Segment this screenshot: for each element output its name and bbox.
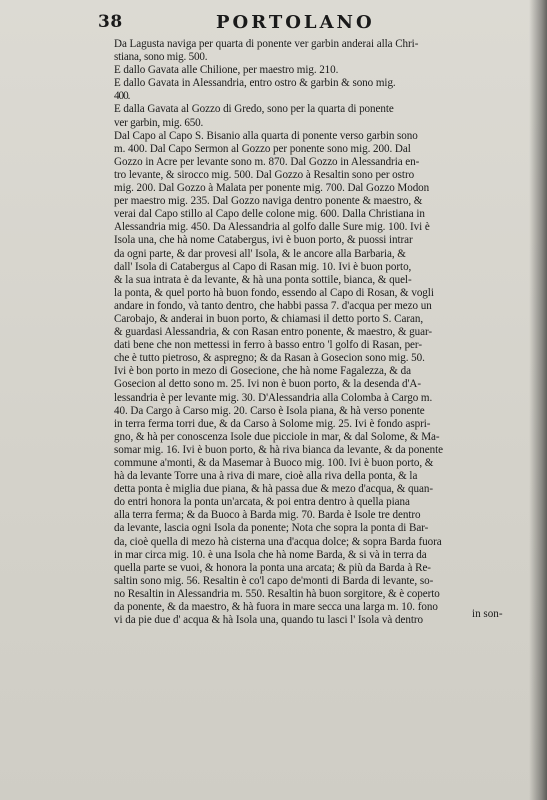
- text-line: somar mig. 16. Ivi è buon porto, & hà riva bianca da levante, & da ponente: [114, 443, 444, 456]
- text-line: da ogni parte, & dar provesi all' Isola, & le ancore alla Barbaria, &: [114, 247, 406, 260]
- text-line: lessandria è per levante mig. 30. D'Alessandria alla Colomba à Cargo m.: [114, 391, 433, 404]
- text-line: che è tutto pietroso, & aspregno; & da Rasan à Gosecion sono mig. 50.: [114, 352, 425, 365]
- text-line: m. 400. Dal Capo Sermon al Gozzo per ponente sono mig. 200. Dal: [114, 142, 411, 155]
- text-line: Gozzo in Acre per levante sono m. 870. Dal Gozzo in Alessandria en-: [114, 155, 420, 168]
- text-line: saltin sono mig. 56. Resaltin è co'l capo de'monti di Barda di levante, so-: [114, 574, 434, 587]
- text-line: Carobajo, & anderai in buon porto, & chiamasi il detto porto S. Caran,: [114, 312, 424, 325]
- text-line: Gosecion al detto sono m. 25. Ivi non è buon porto, & la desenda d'A-: [114, 378, 422, 391]
- text-line: da, cioè quella di mezo hà cisterna una d'acqua dolce; & sopra Barda fuora: [114, 535, 442, 548]
- text-line: commune a'monti, & da Masemar à Buoco mig. 100. Ivi è buon porto, &: [114, 457, 434, 469]
- text-line: dall' Isola di Catabergus al Capo di Rasan mig. 10. Ivi è buon porto,: [114, 260, 412, 273]
- text-line: dati bene che non mettessi in ferro à basso entro 'l golfo di Rasan, per-: [114, 339, 422, 352]
- page-number: 38: [98, 12, 123, 32]
- text-line: quella parte se vuoi, & honora la ponta una arcata; & più da Barda à Re-: [114, 561, 431, 574]
- text-line: andare in fondo, và tanto dentro, che habbi passa 7. d'acqua per mezo un: [114, 299, 432, 312]
- text-line: la ponta, & quel porto hà buon fondo, essendo al Capo di Rosan, & vogli: [114, 286, 434, 299]
- text-line: alla terra ferma; & da Buoco à Barda mig. 70. Barda è Isole tre dentro: [114, 509, 421, 522]
- text-line: hà da levante Torre una à riva di mare, cioè alla riva della ponta, & la: [114, 470, 418, 483]
- text-line: mig. 200. Dal Gozzo à Malata per ponente mig. 700. Dal Gozzo Modon: [114, 182, 430, 195]
- page-header: [98, 12, 518, 38]
- text-line: tro levante, & sirocco mig. 500. Dal Gozzo à Resaltin sono per ostro: [114, 168, 415, 181]
- text-line: & guardasi Alessandria, & con Rasan entro ponente, & maestro, & guar-: [114, 326, 433, 339]
- text-line: in terra ferma torri due, & da Carso à Solome mig. 25. Ivi è fondo aspri-: [114, 417, 431, 430]
- text-line: vi da pie due d' acqua & hà Isola una, quando tu lasci l' Isola và dentro: [114, 614, 423, 627]
- text-line: per maestro mig. 235. Dal Gozzo naviga dentro ponente & maestro, &: [114, 195, 423, 208]
- text-line: stiana, sono mig. 500.: [114, 51, 208, 64]
- text-line: detta ponta è miglia due piana, & hà passa due & mezo d'acqua, & quan-: [114, 483, 434, 496]
- running-title: PORTOLANO: [216, 12, 375, 33]
- text-line: gno, & hà per conoscenza Isole due picciole in mar, & dal Solome, & Ma-: [114, 430, 440, 443]
- text-line: Da Lagusta naviga per quarta di ponente ver garbin anderai alla Chri-: [114, 38, 419, 50]
- text-line: & la sua intrata è da levante, & hà una ponta sottile, bianca, & quel-: [114, 273, 412, 286]
- text-line: do entri honora la ponta un'arcata, & poi entra dentro à quella piana: [114, 496, 410, 509]
- text-line: da ponente, & da maestro, & hà fuora in mare secca una larga m. 10. fono: [114, 601, 438, 614]
- text-line: Alessandria mig. 450. Da Alessandria al golfo dalle Sure mig. 100. Ivi è: [114, 221, 430, 234]
- text-line: Dal Capo al Capo S. Bisanio alla quarta di ponente verso garbin sono: [114, 129, 418, 142]
- text-line: Ivi è bon porto in mezo di Gosecione, che hà nome Fagalezza, & da: [114, 365, 411, 378]
- body-text: [114, 38, 534, 627]
- text-line: 40. Da Cargo à Carso mig. 20. Carso è Isola piana, & hà verso ponente: [114, 404, 425, 417]
- text-line: E dallo Gavata alle Chilione, per maestro mig. 210.: [114, 64, 339, 77]
- text-line: E dalla Gavata al Gozzo di Gredo, sono per la quarta di ponente: [114, 103, 394, 116]
- text-line: E dallo Gavata in Alessandria, entro ostro & garbin & sono mig.: [114, 77, 396, 90]
- text-line: Isola una, che hà nome Catabergus, ivi è buon porto, & puossi intrar: [114, 234, 413, 247]
- catchword: in son-: [472, 608, 503, 620]
- text-line: in mar circa mig. 10. è una Isola che hà nome Barda, & si và in terra da: [114, 548, 427, 561]
- text-line: ver garbin, mig. 650.: [114, 116, 204, 129]
- text-line: no Resaltin in Alessandria m. 550. Resaltin hà buon sorgitore, & è coperto: [114, 587, 440, 600]
- text-line: 400.: [114, 90, 130, 103]
- text-line: da levante, lascia ogni Isola da ponente; Nota che sopra la ponta di Bar-: [114, 522, 429, 535]
- text-line: verai dal Capo stillo al Capo delle colone mig. 600. Dalla Christiana in: [114, 208, 425, 221]
